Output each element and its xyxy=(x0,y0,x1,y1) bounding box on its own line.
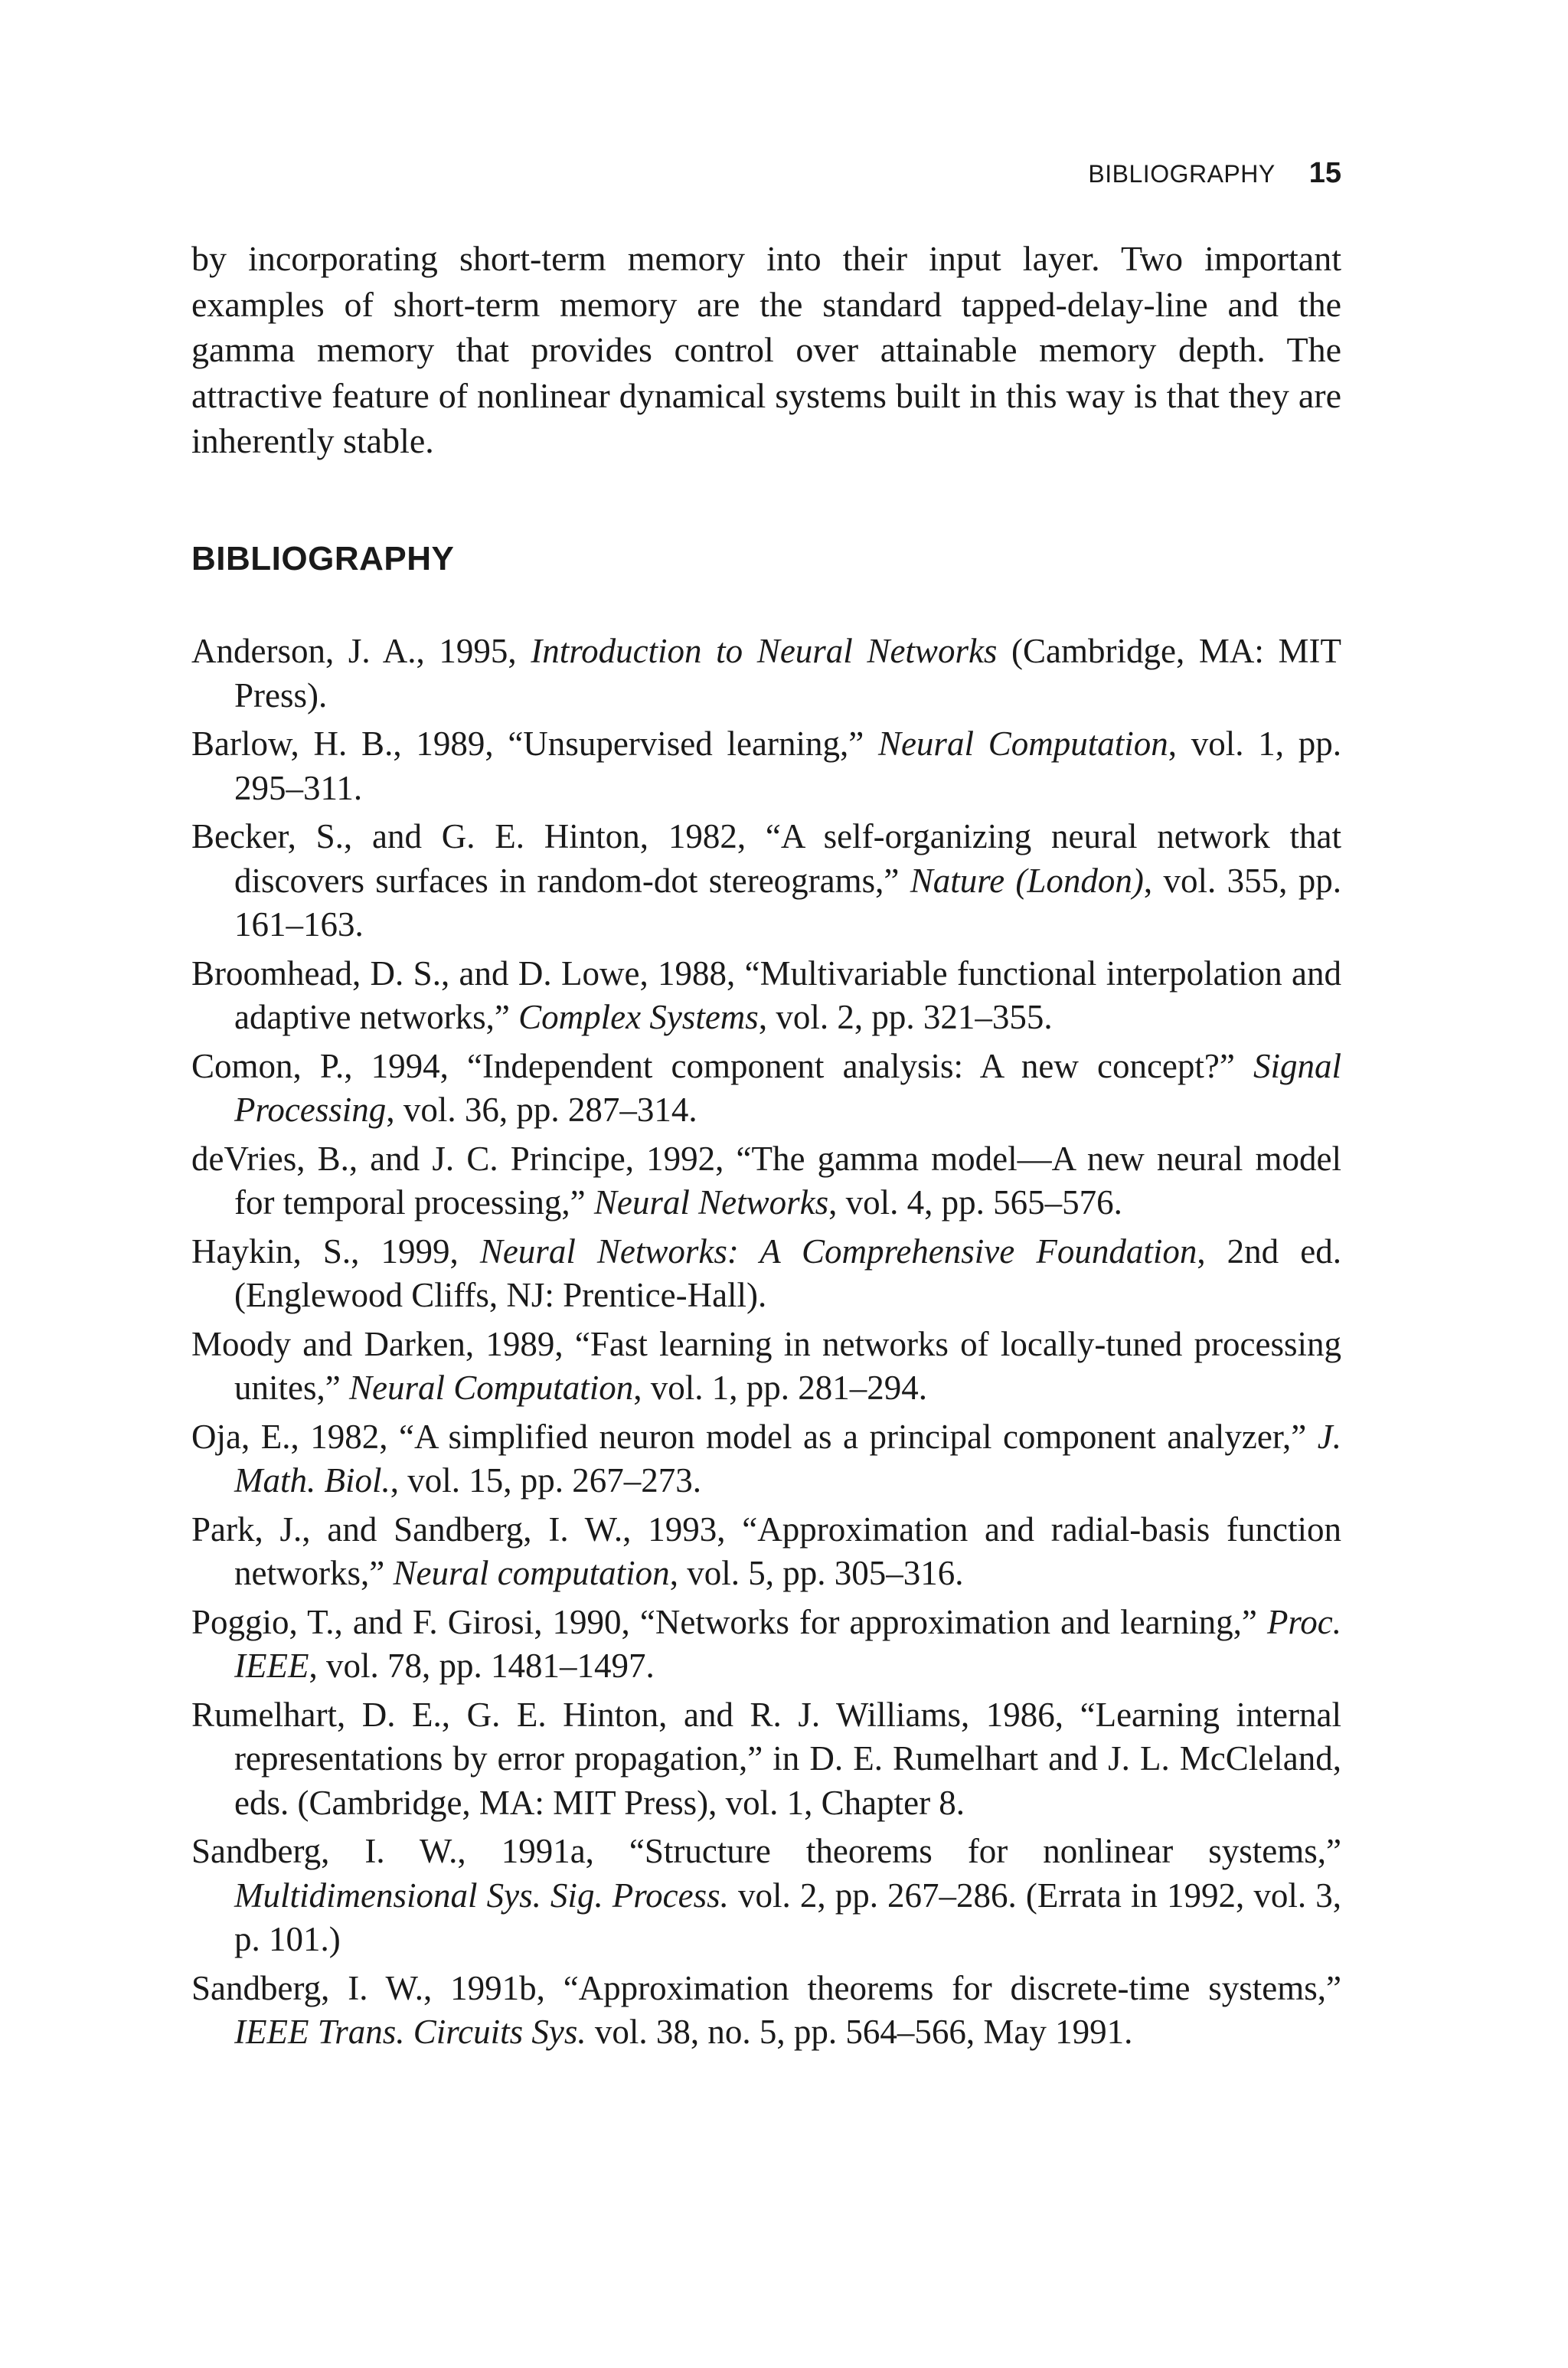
reference-item: Park, J., and Sandberg, I. W., 1993, “Approximation and radial-basis function networks,” Neural computation, vol. 5, pp. 305–316. xyxy=(191,1509,1341,1592)
reference-list xyxy=(191,630,1341,2059)
reference-item: Sandberg, I. W., 1991b, “Approximation theorems for discrete-time systems,” IEEE Trans. Circuits Sys. vol. 38, no. 5, pp. 564–566, May 1991. xyxy=(191,1968,1341,2051)
reference-item: Haykin, S., 1999, Neural Networks: A Comprehensive Foundation, 2nd ed. (Englewood Cliffs, NJ: Prentice-Hall). xyxy=(191,1231,1342,1314)
reference-item: Broomhead, D. S., and D. Lowe, 1988, “Multivariable functional interpolation and adaptive networks,” Complex Systems, vol. 2, pp. 321–355. xyxy=(191,953,1341,1036)
reference-item: Rumelhart, D. E., G. E. Hinton, and R. J. Williams, 1986, “Learning internal representations by error propagation,” in D. E. Rumelhart and J. L. McCleland, eds. (Cambridge, MA: MIT Press), vol. 1, Chapter 8. xyxy=(191,1695,1341,1822)
section-heading: BIBLIOGRAPHY xyxy=(191,540,455,577)
running-head-title: BIBLIOGRAPHY xyxy=(1088,160,1276,188)
reference-item: Poggio, T., and F. Girosi, 1990, “Networks for approximation and learning,” Proc. IEEE, vol. 78, pp. 1481–1497. xyxy=(191,1602,1341,1685)
running-head xyxy=(191,153,1341,199)
reference-item: Anderson, J. A., 1995, Introduction to Neural Networks (Cambridge, MA: MIT Press). xyxy=(191,632,1341,715)
reference-item: Barlow, H. B., 1989, “Unsupervised learning,” Neural Computation, vol. 1, pp. 295–311. xyxy=(191,724,1341,807)
intro-paragraph: by incorporating short-term memory into their input layer. Two important examples of short-term memory are the standard tapped-delay-line and the gamma memory that provides control over attainable memory depth. The attractive feature of nonlinear dynamical systems built in this way is that they are inherently stable. xyxy=(191,239,1341,460)
reference-item: Oja, E., 1982, “A simplified neuron model as a principal component analyzer,” J. Math. Biol., vol. 15, pp. 267–273. xyxy=(191,1417,1341,1500)
reference-item: deVries, B., and J. C. Principe, 1992, “The gamma model—A new neural model for temporal processing,” Neural Networks, vol. 4, pp. 565–576. xyxy=(191,1139,1341,1222)
reference-item: Becker, S., and G. E. Hinton, 1982, “A self-organizing neural network that discovers surfaces in random-dot stereograms,” Nature (London), vol. 355, pp. 161–163. xyxy=(191,817,1341,944)
reference-item: Comon, P., 1994, “Independent component analysis: A new concept?” Signal Processing, vol. 36, pp. 287–314. xyxy=(191,1046,1341,1129)
reference-item: Sandberg, I. W., 1991a, “Structure theorems for nonlinear systems,” Multidimensional Sys. Sig. Process. vol. 2, pp. 267–286. (Errata in 1992, vol. 3, p. 101.) xyxy=(191,1832,1341,1958)
page-number: 15 xyxy=(1308,157,1341,189)
reference-item: Moody and Darken, 1989, “Fast learning in networks of locally-tuned processing unites,” Neural Computation, vol. 1, pp. 281–294. xyxy=(191,1324,1341,1407)
